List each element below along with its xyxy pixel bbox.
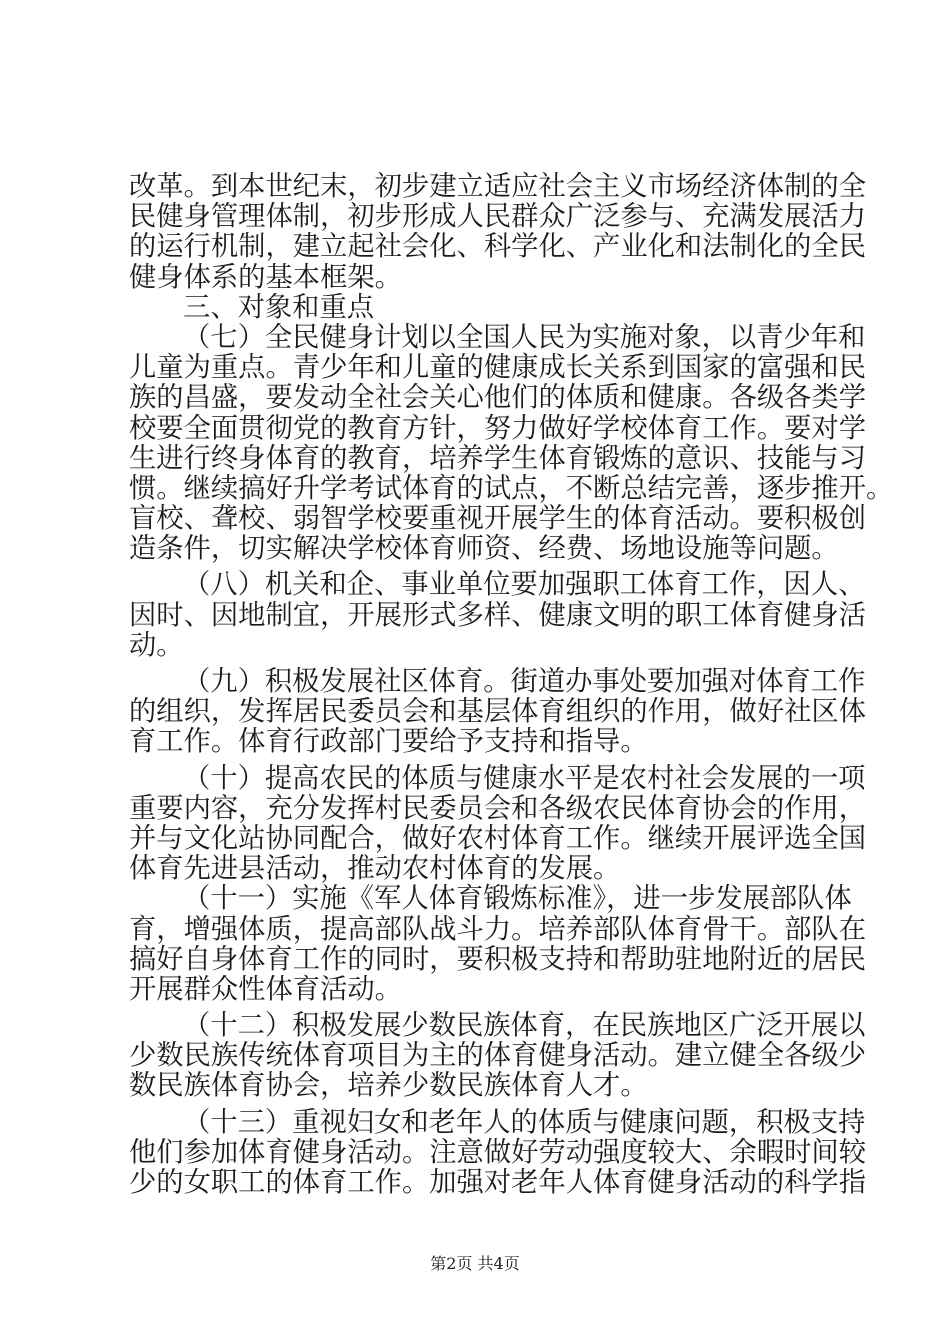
text-line: 盲校、聋校、弱智学校要重视开展学生的体育活动。要积极创 [129,503,867,535]
text-line: （八）机关和企、事业单位要加强职工体育工作，因人、 [183,569,866,601]
text-line: （十三）重视妇女和老年人的体质与健康问题，积极支持 [183,1106,866,1138]
text-line: 开展群众性体育活动。 [129,973,402,1005]
text-line: 并与文化站协同配合，做好农村体育工作。继续开展评选全国 [129,822,867,854]
section-heading: 三、对象和重点 [183,291,375,323]
text-line: 的组织，发挥居民委员会和基层体育组织的作用，做好社区体 [129,696,867,728]
text-line: 育工作。体育行政部门要给予支持和指导。 [129,726,648,758]
text-line: 造条件，切实解决学校体育师资、经费、场地设施等问题。 [129,533,839,565]
text-line: 族的昌盛，要发动全社会关心他们的体质和健康。各级各类学 [129,382,867,414]
text-line: 因时、因地制宜，开展形式多样、健康文明的职工体育健身活 [129,599,867,631]
text-line: 惯。继续搞好升学考试体育的试点，不断总结完善，逐步推开。 [129,472,894,504]
text-line: 他们参加体育健身活动。注意做好劳动强度较大、余暇时间较 [129,1136,867,1168]
text-line: （十一）实施《军人体育锻炼标准》，进一步发展部队体 [183,883,852,915]
text-line: 搞好自身体育工作的同时，要积极支持和帮助驻地附近的居民 [129,943,867,975]
text-line: 民健身管理体制，初步形成人民群众广泛参与、充满发展活力 [129,201,867,233]
text-line: （七）全民健身计划以全国人民为实施对象，以青少年和 [183,321,866,353]
text-line: 少数民族传统体育项目为主的体育健身活动。建立健全各级少 [129,1040,867,1072]
text-line: 校要全面贯彻党的教育方针，努力做好学校体育工作。要对学 [129,412,867,444]
text-line: （十二）积极发展少数民族体育，在民族地区广泛开展以 [183,1010,866,1042]
page-number-footer: 第2页 共4页 [430,1254,520,1273]
text-line: 动。 [129,629,184,661]
text-line: （十）提高农民的体质与健康水平是农村社会发展的一项 [183,762,866,794]
text-line: 少的女职工的体育工作。加强对老年人体育健身活动的科学指 [129,1167,867,1198]
text-line: （九）积极发展社区体育。街道办事处要加强对体育工作 [183,666,866,697]
document-body [129,171,894,1198]
text-line: 改革。到本世纪末，初步建立适应社会主义市场经济体制的全 [129,171,867,202]
text-line: 生进行终身体育的教育，培养学生体育锻炼的意识、技能与习 [129,442,867,474]
text-line: 重要内容，充分发挥村民委员会和各级农民体育协会的作用， [129,792,867,824]
text-line: 儿童为重点。青少年和儿童的健康成长关系到国家的富强和民 [129,352,867,384]
text-line: 健身体系的基本框架。 [129,261,402,293]
text-line: 数民族体育协会，培养少数民族体育人才。 [129,1070,648,1102]
text-line: 育，增强体质，提高部队战斗力。培养部队体育骨干。部队在 [129,913,867,945]
text-line: 体育先进县活动，推动农村体育的发展。 [129,853,621,885]
text-line: 的运行机制，建立起社会化、科学化、产业化和法制化的全民 [129,231,867,263]
